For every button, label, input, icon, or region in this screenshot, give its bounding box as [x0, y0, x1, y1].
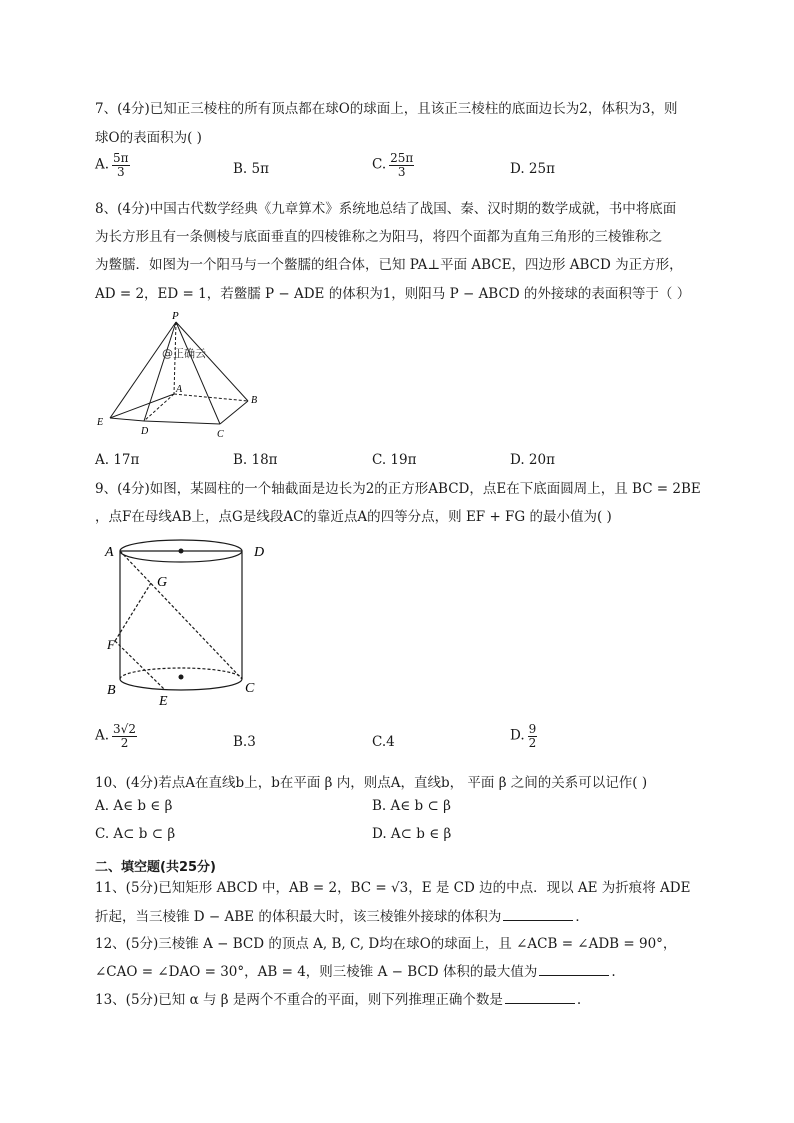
q9-option-d[interactable]: D. $\frac{9}{2}$: [510, 722, 537, 750]
q9-cylinder-figure: [95, 535, 275, 710]
q10-stem: 10、(4分)若点A在直线b上，b在平面 β 内，则点A，直线b， 平面 β 之间的关系可以记作( ): [95, 775, 648, 791]
q8-label-A: A: [176, 384, 183, 395]
q9-label-A: A: [105, 545, 114, 560]
q7-option-a[interactable]: A. $\frac{5\pi}{3}$: [95, 151, 129, 179]
q9-option-b[interactable]: B.3: [233, 734, 256, 750]
q8-stem-line4: AD = 2，ED = 1，若鳖臑 P − ADE 的体积为1，则阳马 P − ABCD 的外接球的表面积等于（ ）: [95, 286, 691, 302]
q12-stem-line2: ∠CAO = ∠DAO = 30°，AB = 4，则三棱锥 A − BCD 体积的最大值为 .: [95, 964, 616, 980]
q12-answer-blank[interactable]: [539, 963, 609, 976]
q8-stem-line2: 为长方形且有一条侧棱与底面垂直的四棱锥称之为阳马，将四个面都为直角三角形的三棱锥称之: [95, 229, 662, 245]
q8-option-c[interactable]: C. 19π: [372, 452, 417, 468]
q8-label-E: E: [97, 417, 104, 428]
q8-label-D: D: [141, 426, 149, 437]
q11-answer-blank[interactable]: [503, 908, 573, 921]
q11-stem-line1: 11、(5分)已知矩形 ABCD 中，AB = 2，BC = √3，E 是 CD 边的中点．现以 AE 为折痕将 ADE: [95, 880, 691, 896]
q8-stem-line3: 为鳖臑．如图为一个阳马与一个鳖臑的组合体，已知 PA⊥平面 ABCE，四边形 ABCD 为正方形，: [95, 257, 683, 273]
q9-label-C: C: [245, 681, 255, 696]
q9-label-G: G: [157, 575, 168, 590]
q7-option-c[interactable]: C. $\frac{25\pi}{3}$: [372, 151, 414, 179]
q9-label-D: D: [254, 545, 265, 560]
section-title-fill-in: 二、填空题(共25分): [95, 860, 216, 875]
q7-stem-line1: 7、(4分)已知正三棱柱的所有顶点都在球O的球面上，且该正三棱柱的底面边长为2，体积为3，则: [95, 101, 678, 117]
q8-label-C: C: [217, 429, 224, 440]
q8-label-B: B: [251, 395, 258, 406]
q11-stem-line2: 折起，当三棱锥 D − ABE 的体积最大时，该三棱锥外接球的体积为 ．: [95, 909, 589, 925]
q8-watermark: @正确云: [162, 347, 206, 360]
q8-pyramid-figure: [92, 308, 272, 443]
q9-stem-line2: ，点F在母线AB上，点G是线段AC的靠近点A的四等分点，则 EF + FG 的最小值为( ): [95, 509, 612, 525]
q10-option-b[interactable]: B. A∈ b ⊂ β: [372, 798, 451, 814]
q10-option-d[interactable]: D. A⊂ b ∈ β: [372, 826, 452, 842]
q9-stem-line1: 9、(4分)如图，某圆柱的一个轴截面是边长为2的正方形ABCD，点E在下底面圆周上，且 BC = 2BE: [95, 481, 701, 497]
q10-option-a[interactable]: A. A∈ b ∈ β: [95, 798, 173, 814]
q8-option-d[interactable]: D. 20π: [510, 452, 555, 468]
q7-option-b[interactable]: B. 5π: [233, 161, 269, 177]
q13-stem: 13、(5分)已知 α 与 β 是两个不重合的平面，则下列推理正确个数是 .: [95, 992, 582, 1008]
q9-label-E: E: [159, 694, 168, 709]
q9-option-a[interactable]: A. $\frac{3√2}{2}$: [95, 722, 136, 750]
q7-option-d[interactable]: D. 25π: [510, 161, 555, 177]
q9-label-F: F: [107, 637, 115, 652]
q13-answer-blank[interactable]: [505, 991, 575, 1004]
q7-stem-line2: 球O的表面积为( ): [95, 130, 202, 146]
q12-stem-line1: 12、(5分)三棱锥 A − BCD 的顶点 A, B, C, D均在球O的球面上，且 ∠ACB = ∠ADB = 90°，: [95, 936, 677, 952]
q9-option-c[interactable]: C.4: [372, 734, 395, 750]
q9-label-B: B: [107, 683, 116, 698]
q10-option-c[interactable]: C. A⊂ b ⊂ β: [95, 826, 176, 842]
q8-stem-line1: 8、(4分)中国古代数学经典《九章算术》系统地总结了战国、秦、汉时期的数学成就，书中将底面: [95, 201, 677, 217]
q8-label-P: P: [172, 310, 179, 322]
q8-option-b[interactable]: B. 18π: [233, 452, 278, 468]
q8-option-a[interactable]: A. 17π: [95, 452, 140, 468]
